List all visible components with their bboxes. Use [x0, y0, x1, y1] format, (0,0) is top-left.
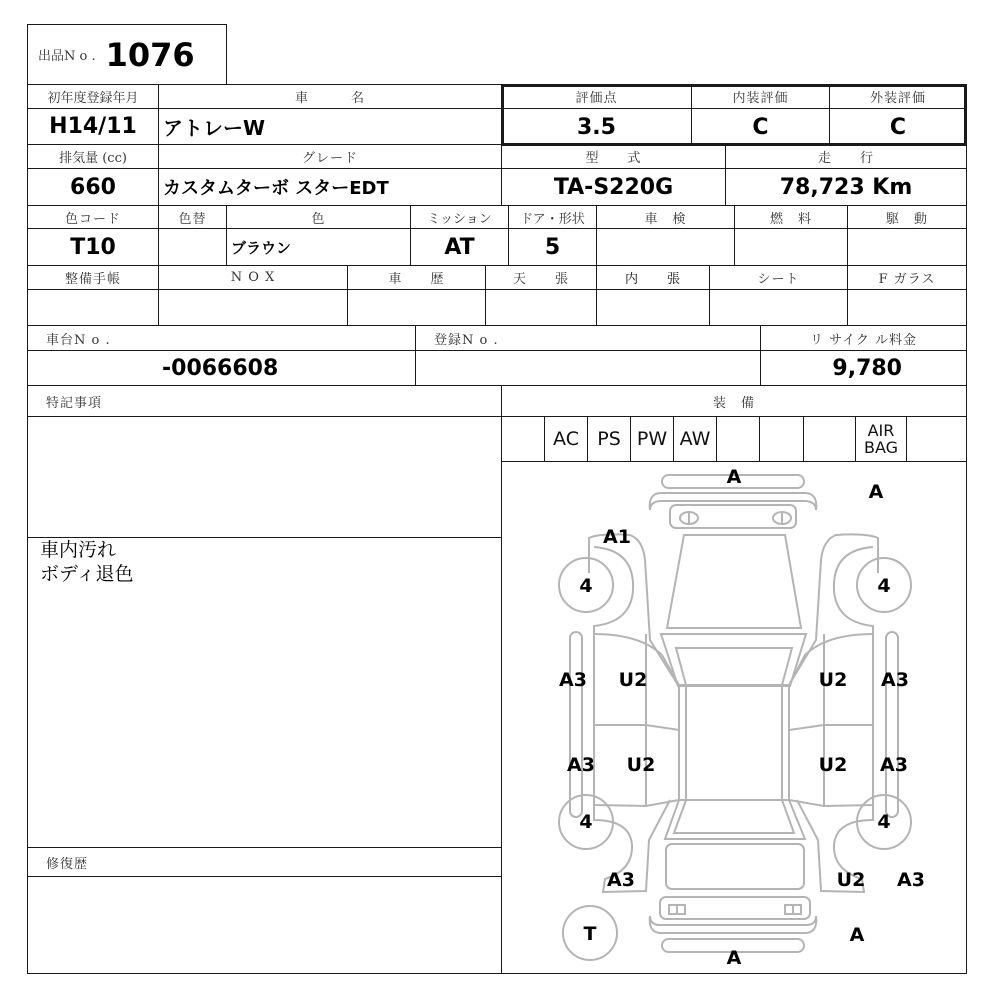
chassis-label: 車台N o . [27, 325, 416, 351]
mark-left-door-rear: U2 [626, 754, 656, 776]
note-line-2: ボディ退色 [40, 563, 134, 585]
notes-upper-area [27, 416, 502, 538]
car-name-value: アトレーW [158, 108, 502, 145]
repaint-value [158, 228, 227, 266]
equipment-ps: PS [587, 416, 631, 462]
mark-tire-fl: 4 [579, 575, 593, 597]
equipment-label: 装 備 [501, 385, 967, 417]
interior-value: C [691, 108, 830, 146]
model-label: 型 式 [501, 144, 726, 169]
color-value: ブラウン [226, 228, 411, 266]
equipment-aw: AW [673, 416, 717, 462]
roof-label: 天 張 [485, 265, 597, 290]
equipment-slot-10 [906, 416, 967, 462]
mark-rear-right-corner: A [849, 924, 865, 946]
first-reg-label: 初年度登録年月 [27, 84, 159, 109]
grade-value: カスタムターボ スターEDT [158, 168, 502, 206]
registration-value [415, 350, 761, 386]
score-label: 評価点 [501, 84, 692, 109]
nox-label: N O X [158, 265, 348, 290]
color-code-label: 色コード [27, 205, 159, 229]
lot-number-box [27, 24, 227, 85]
mark-tire-rr: 4 [877, 811, 891, 833]
grade-label: グレード [158, 144, 502, 169]
lot-number: 1076 [105, 35, 195, 74]
nox-value [158, 289, 348, 326]
mark-front-left-fender: A1 [603, 526, 631, 548]
damage-diagram-box [501, 461, 967, 974]
seat-value [709, 289, 848, 326]
model-value: TA-S220G [501, 168, 726, 206]
drive-value [847, 228, 967, 266]
color-label: 色 [226, 205, 411, 229]
fglass-label: F ガラス [847, 265, 967, 290]
mark-right-step-rear: A3 [880, 754, 908, 776]
history-value [347, 289, 486, 326]
mark-left-door-front: U2 [618, 669, 648, 691]
equipment-slot-7 [759, 416, 804, 462]
equipment-slot-1 [501, 416, 545, 462]
equipment-ac: AC [544, 416, 588, 462]
interior-trim-value [596, 289, 710, 326]
mark-left-step-rear: A3 [567, 754, 595, 776]
exterior-value: C [829, 108, 967, 146]
chassis-value: -0066608 [27, 350, 416, 386]
mileage-label: 走 行 [725, 144, 967, 169]
roof-value [485, 289, 597, 326]
color-code-value: T10 [27, 228, 159, 266]
mark-spare-tire: T [583, 923, 597, 945]
mark-right-door-front: U2 [818, 669, 848, 691]
history-label: 車 歴 [347, 265, 486, 290]
mark-front-right-corner: A [868, 481, 884, 503]
mark-tire-rl: 4 [579, 811, 593, 833]
displacement-label: 排気量 (cc) [27, 144, 159, 169]
mark-right-step-front: A3 [881, 669, 909, 691]
mark-tire-fr: 4 [877, 575, 891, 597]
seat-label: シート [709, 265, 848, 290]
interior-label: 内装評価 [691, 84, 830, 109]
drive-label: 駆 動 [847, 205, 967, 229]
mark-right-door-rear: U2 [818, 754, 848, 776]
fuel-label: 燃 料 [734, 205, 848, 229]
equipment-airbag: AIR BAG [855, 416, 907, 462]
mark-left-rear-quarter: A3 [607, 869, 635, 891]
maintenance-label: 整備手帳 [27, 265, 159, 290]
exterior-label: 外装評価 [829, 84, 967, 109]
equipment-pw: PW [630, 416, 674, 462]
fglass-value [847, 289, 967, 326]
score-value: 3.5 [501, 108, 692, 146]
equipment-slot-8 [803, 416, 856, 462]
mark-front-bumper: A [726, 466, 742, 488]
mark-rear-bumper: A [726, 947, 742, 969]
lot-label: 出品N o . [38, 49, 96, 64]
mark-right-rear-outer: A3 [897, 869, 925, 891]
interior-trim-label: 内 張 [596, 265, 710, 290]
recycle-value: 9,780 [760, 350, 967, 386]
first-reg-value: H14/11 [27, 108, 159, 145]
mission-label: ミッション [410, 205, 509, 229]
recycle-label: リ サイク ル料金 [760, 325, 967, 351]
notes-label: 特記事項 [27, 385, 502, 417]
displacement-value: 660 [27, 168, 159, 206]
equipment-slot-6 [716, 416, 760, 462]
mileage-value: 78,723 Km [725, 168, 967, 206]
inspection-value [596, 228, 735, 266]
mark-left-step-front: A3 [559, 669, 587, 691]
door-label: ドア・形状 [508, 205, 597, 229]
repair-label: 修復歴 [27, 847, 502, 877]
door-value: 5 [508, 228, 597, 266]
mark-right-rear-quarter: U2 [836, 869, 866, 891]
fuel-value [734, 228, 848, 266]
evaluation-box [501, 84, 967, 146]
maintenance-value [27, 289, 159, 326]
registration-label: 登録N o . [415, 325, 761, 351]
repaint-label: 色替 [158, 205, 227, 229]
repair-area [27, 876, 502, 974]
car-name-label: 車 名 [158, 84, 502, 109]
mission-value: AT [410, 228, 509, 266]
inspection-label: 車 検 [596, 205, 735, 229]
note-line-1: 車内汚れ [40, 539, 117, 561]
